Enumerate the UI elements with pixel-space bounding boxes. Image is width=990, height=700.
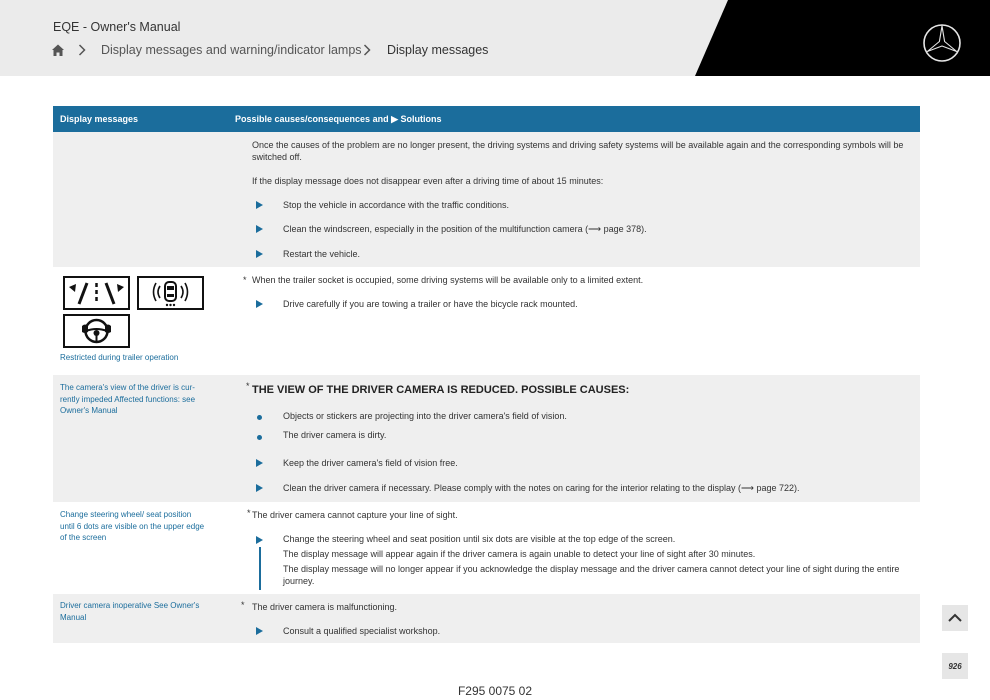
lane-keeping-assist-icon bbox=[63, 276, 130, 310]
mercedes-star-icon bbox=[922, 23, 962, 63]
solution-step: Consult a qualified specialist workshop. bbox=[283, 626, 441, 636]
solution-step: Keep the driver camera's field of vision free. bbox=[283, 458, 458, 468]
scroll-to-top-button[interactable] bbox=[942, 605, 968, 631]
arrow-bullet-icon bbox=[256, 536, 263, 544]
table-header-row bbox=[53, 106, 920, 132]
breadcrumb-link-warning-lamps[interactable]: Display messages and warning/indicator lamps bbox=[101, 43, 362, 57]
counter-label: 926 bbox=[948, 661, 962, 671]
arrow-bullet-icon bbox=[256, 250, 263, 258]
step-group-line bbox=[259, 547, 261, 590]
label-line: until 6 dots are visible on the upper edge bbox=[60, 521, 205, 531]
solution-step: The display message will no longer appear if you acknowledge the display message and the driver camera cannot detect your line of sight during the entire journey. bbox=[283, 564, 900, 586]
manual-title: EQE - Owner's Manual bbox=[53, 20, 181, 34]
arrow-bullet-icon bbox=[256, 459, 263, 467]
display-message-label bbox=[60, 352, 178, 364]
solution-step: Clean the driver camera if necessary. Please comply with the notes on caring for the interior relating to the display (⟶ page 722). bbox=[283, 483, 800, 493]
info-paragraph: If the display message does not disappear even after a driving time of about 15 minutes: bbox=[252, 176, 604, 186]
note-text: The driver camera cannot capture your line of sight. bbox=[252, 510, 458, 520]
label-line: Driver camera inoperative See Owner's bbox=[60, 601, 200, 610]
arrow-bullet-icon bbox=[256, 300, 263, 308]
manual-header bbox=[0, 0, 990, 76]
note-marker: * bbox=[243, 275, 247, 285]
causes-heading: THE VIEW OF THE DRIVER CAMERA IS REDUCED. POSSIBLE CAUSES: bbox=[252, 384, 630, 396]
column-header-display-messages: Display messages bbox=[60, 114, 139, 124]
table-row bbox=[53, 267, 920, 375]
label-line: The camera's view of the driver is cur- bbox=[60, 383, 195, 392]
table-row bbox=[53, 132, 920, 267]
solution-step: Restart the vehicle. bbox=[283, 249, 361, 259]
chevron-right-icon bbox=[363, 44, 371, 56]
label-line: Restricted during trailer operation bbox=[60, 353, 179, 362]
note-marker: * bbox=[241, 600, 245, 610]
label-line: Change steering wheel/ seat position bbox=[60, 510, 192, 519]
info-paragraph: Once the causes of the problem are no longer present, the driving systems and driving safety systems will be available again and the corresponding symbols will be switched off. bbox=[252, 140, 904, 162]
parking-sensors-icon bbox=[137, 276, 204, 310]
display-messages-table bbox=[53, 106, 920, 643]
label-line: rently impeded Affected functions: see bbox=[60, 394, 196, 404]
steering-assist-icon bbox=[63, 314, 130, 348]
arrow-bullet-icon bbox=[256, 484, 263, 492]
table-row bbox=[53, 594, 920, 643]
display-message-label bbox=[60, 509, 204, 544]
label-line: Manual bbox=[60, 612, 87, 622]
solution-step: Change the steering wheel and seat position until six dots are visible at the top edge of the screen. bbox=[283, 534, 676, 544]
arrow-bullet-icon bbox=[256, 627, 263, 635]
counter-button[interactable] bbox=[942, 653, 968, 679]
note-text: The driver camera is malfunctioning. bbox=[252, 602, 398, 612]
solution-step: Drive carefully if you are towing a trailer or have the bicycle rack mounted. bbox=[283, 299, 578, 309]
solution-step: The display message will appear again if the driver camera is again unable to detect your line of sight after 30 minutes. bbox=[283, 549, 756, 559]
note-marker: * bbox=[246, 381, 250, 391]
column-header-causes-solutions: Possible causes/consequences and ▶ Solutions bbox=[235, 114, 442, 124]
table-row bbox=[53, 375, 920, 502]
cause-item: Objects or stickers are projecting into the driver camera's field of vision. bbox=[283, 411, 567, 421]
display-message-label bbox=[60, 382, 195, 417]
breadcrumb-current-page: Display messages bbox=[387, 43, 489, 57]
brand-panel bbox=[0, 0, 990, 76]
label-line: of the screen bbox=[60, 533, 107, 542]
figure-code: F295 0075 02 bbox=[457, 684, 533, 698]
home-icon[interactable] bbox=[51, 43, 65, 57]
label-line: Owner's Manual bbox=[60, 406, 118, 415]
chevron-up-icon bbox=[942, 605, 968, 631]
arrow-bullet-icon bbox=[256, 225, 263, 233]
display-message-label bbox=[60, 600, 199, 623]
cause-item: The driver camera is dirty. bbox=[283, 430, 387, 440]
table-row bbox=[53, 502, 920, 594]
arrow-bullet-icon bbox=[256, 201, 263, 209]
dot-bullet-icon bbox=[257, 415, 262, 420]
note-text: When the trailer socket is occupied, some driving systems will be available only to a limited extent. bbox=[252, 275, 644, 285]
chevron-right-icon bbox=[78, 44, 86, 56]
solution-step: Stop the vehicle in accordance with the traffic conditions. bbox=[283, 200, 509, 210]
note-marker: * bbox=[247, 508, 251, 518]
solution-step: Clean the windscreen, especially in the position of the multifunction camera (⟶ page 378). bbox=[283, 224, 647, 234]
dot-bullet-icon bbox=[257, 435, 262, 440]
